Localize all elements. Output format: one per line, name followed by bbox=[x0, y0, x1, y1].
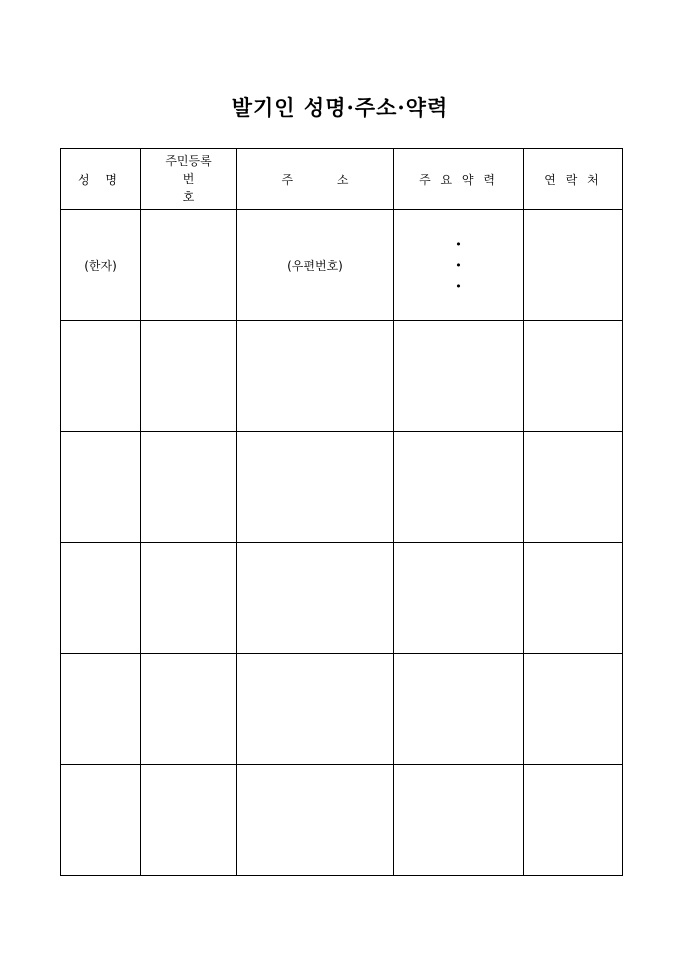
header-registration-line2: 번 호 bbox=[182, 172, 217, 204]
address-cell[interactable] bbox=[237, 432, 394, 543]
name-cell[interactable] bbox=[61, 543, 141, 654]
header-registration-line1: 주민등록 bbox=[165, 154, 212, 168]
header-registration-number bbox=[141, 149, 237, 210]
registration-number-cell[interactable] bbox=[141, 654, 237, 765]
name-cell[interactable] bbox=[61, 765, 141, 876]
table-row bbox=[61, 321, 623, 432]
registration-number-cell[interactable] bbox=[141, 321, 237, 432]
name-hanja-hint: (한자) bbox=[84, 258, 117, 273]
postal-code-hint: (우편번호) bbox=[287, 258, 343, 273]
career-bullet bbox=[394, 234, 523, 255]
header-contact-label: 연 락 처 bbox=[544, 172, 602, 187]
header-career bbox=[394, 149, 524, 210]
registration-number-cell[interactable] bbox=[141, 765, 237, 876]
table-row bbox=[61, 432, 623, 543]
name-cell[interactable] bbox=[61, 321, 141, 432]
promoter-table bbox=[60, 148, 623, 876]
header-name-label: 성 명 bbox=[78, 172, 123, 187]
name-cell[interactable] bbox=[61, 654, 141, 765]
table-row bbox=[61, 765, 623, 876]
header-name bbox=[61, 149, 141, 210]
address-cell[interactable] bbox=[237, 321, 394, 432]
registration-number-cell[interactable] bbox=[141, 210, 237, 321]
address-cell[interactable] bbox=[237, 765, 394, 876]
header-address-label: 주 소 bbox=[281, 172, 349, 187]
career-bullet-list bbox=[394, 234, 523, 297]
career-cell[interactable] bbox=[394, 321, 524, 432]
header-contact bbox=[524, 149, 623, 210]
document-title: 발기인 성명·주소·약력 bbox=[231, 95, 449, 120]
contact-cell[interactable] bbox=[524, 321, 623, 432]
career-cell[interactable] bbox=[394, 765, 524, 876]
career-bullet bbox=[394, 276, 523, 297]
name-cell[interactable] bbox=[61, 432, 141, 543]
contact-cell[interactable] bbox=[524, 543, 623, 654]
contact-cell[interactable] bbox=[524, 654, 623, 765]
header-career-label: 주 요 약 력 bbox=[419, 172, 498, 187]
address-cell[interactable] bbox=[237, 210, 394, 321]
address-cell[interactable] bbox=[237, 543, 394, 654]
career-cell[interactable] bbox=[394, 432, 524, 543]
table-row bbox=[61, 654, 623, 765]
contact-cell[interactable] bbox=[524, 765, 623, 876]
table-row bbox=[61, 543, 623, 654]
address-cell[interactable] bbox=[237, 654, 394, 765]
registration-number-cell[interactable] bbox=[141, 432, 237, 543]
header-address bbox=[237, 149, 394, 210]
career-cell[interactable] bbox=[394, 654, 524, 765]
table-row bbox=[61, 210, 623, 321]
contact-cell[interactable] bbox=[524, 432, 623, 543]
career-cell[interactable] bbox=[394, 210, 524, 321]
career-bullet bbox=[394, 255, 523, 276]
registration-number-cell[interactable] bbox=[141, 543, 237, 654]
career-cell[interactable] bbox=[394, 543, 524, 654]
header-row bbox=[61, 149, 623, 210]
name-cell[interactable] bbox=[61, 210, 141, 321]
contact-cell[interactable] bbox=[524, 210, 623, 321]
